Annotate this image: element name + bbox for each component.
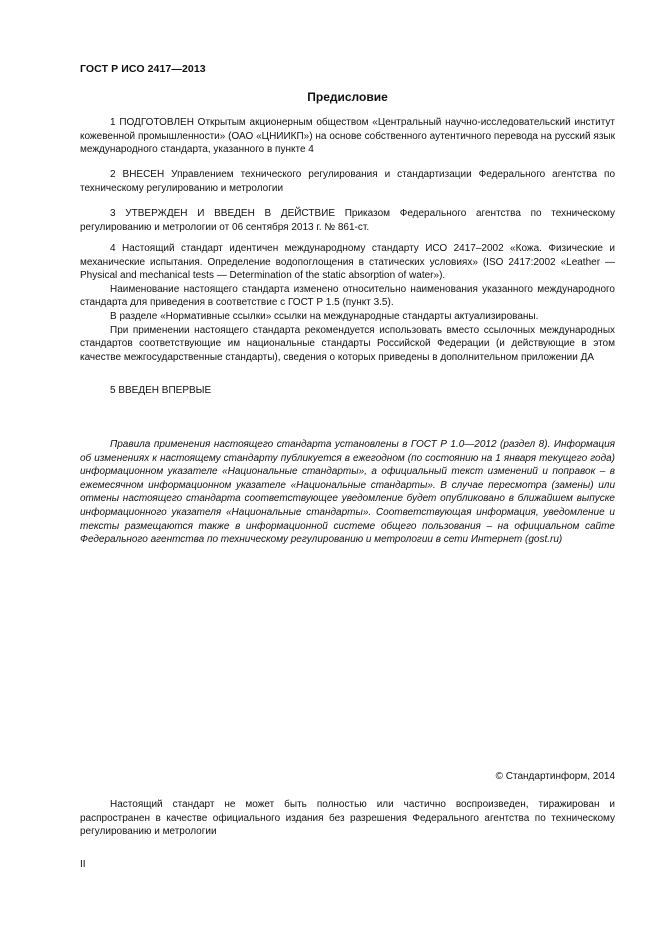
section-4-paragraph: В разделе «Нормативные ссылки» ссылки на международные стандарты актуализированы.	[110, 310, 539, 322]
standard-code: ГОСТ Р ИСО 2417—2013	[80, 63, 206, 75]
page-number: II	[80, 859, 86, 870]
section-4-paragraph: Наименование настоящего стандарта изменено относительно наименования указанного международного стандарта для приведения в соответствие с ГОСТ Р 1.5 (пункт 3.5).	[80, 283, 615, 309]
section-5-text: 5 ВВЕДЕН ВПЕРВЫЕ	[110, 385, 212, 396]
section-4-paragraph: 4 Настоящий стандарт идентичен международному стандарту ИСО 2417–2002 «Кожа. Физические и механические испытания. Определение водопоглощения в статических условиях» (ISO 2417:2002 «Leather — Physical and mechanical tests — Determination of the static absorption of water»).	[80, 243, 615, 282]
rights-notice-text: Настоящий стандарт не может быть полностью или частично воспроизведен, тиражирован и распространен в качестве официального издания без разрешения Федерального агентства по техническому регулированию и метрологии	[80, 799, 615, 838]
section-3-text: 3 УТВЕРЖДЕН И ВВЕДЕН В ДЕЙСТВИЕ Приказом Федерального агентства по техническому регулированию и метрологии от 06 сентября 2013 г. № 861-ст.	[80, 208, 615, 233]
usage-notice	[80, 438, 615, 547]
section-2-text: 2 ВНЕСЕН Управлением технического регулирования и стандартизации Федерального агентства по техническому регулированию и метрологии	[80, 169, 615, 194]
page-title: Предисловие	[307, 90, 388, 104]
section-3	[80, 207, 615, 234]
rights-notice	[80, 798, 615, 839]
section-2	[80, 168, 615, 195]
copyright-line: © Стандартинформ, 2014	[495, 771, 615, 782]
section-5	[80, 384, 615, 398]
section-1	[80, 116, 615, 157]
section-4	[80, 242, 615, 364]
section-1-text: 1 ПОДГОТОВЛЕН Открытым акционерным обществом «Центральный научно-исследовательский институт кожевенной промышленности» (ОАО «ЦНИИКП») на основе собственного аутентичного перевода на русский язык международного стандарта, указанного в пункте 4	[80, 117, 615, 156]
usage-notice-text: Правила применения настоящего стандарта установлены в ГОСТ Р 1.0—2012 (раздел 8). Информация об изменениях к настоящему стандарту публикуется в ежегодном (по состоянию на 1 января текущего года) информационном указателе «Национальные стандарты», а официальный текст изменений и поправок – в ежемесячном информационном указателе «Национальные стандарты». В случае пересмотра (замены) или отмены настоящего стандарта соответствующее уведомление будет опубликовано в ближайшем выпуске информационного указателя «Национальные стандарты». Соответствующая информация, уведомление и тексты размещаются также в информационной системе общего пользования – на официальном сайте Федерального агентства по техническому регулированию и метрологии в сети Интернет (gost.ru)	[80, 439, 615, 546]
section-4-paragraph: При применении настоящего стандарта рекомендуется использовать вместо ссылочных международных стандартов соответствующие им национальные стандарты Российской Федерации (и действующие в этом качестве межгосударственные стандарты), сведения о которых приведены в дополнительном приложении ДА	[80, 324, 615, 363]
